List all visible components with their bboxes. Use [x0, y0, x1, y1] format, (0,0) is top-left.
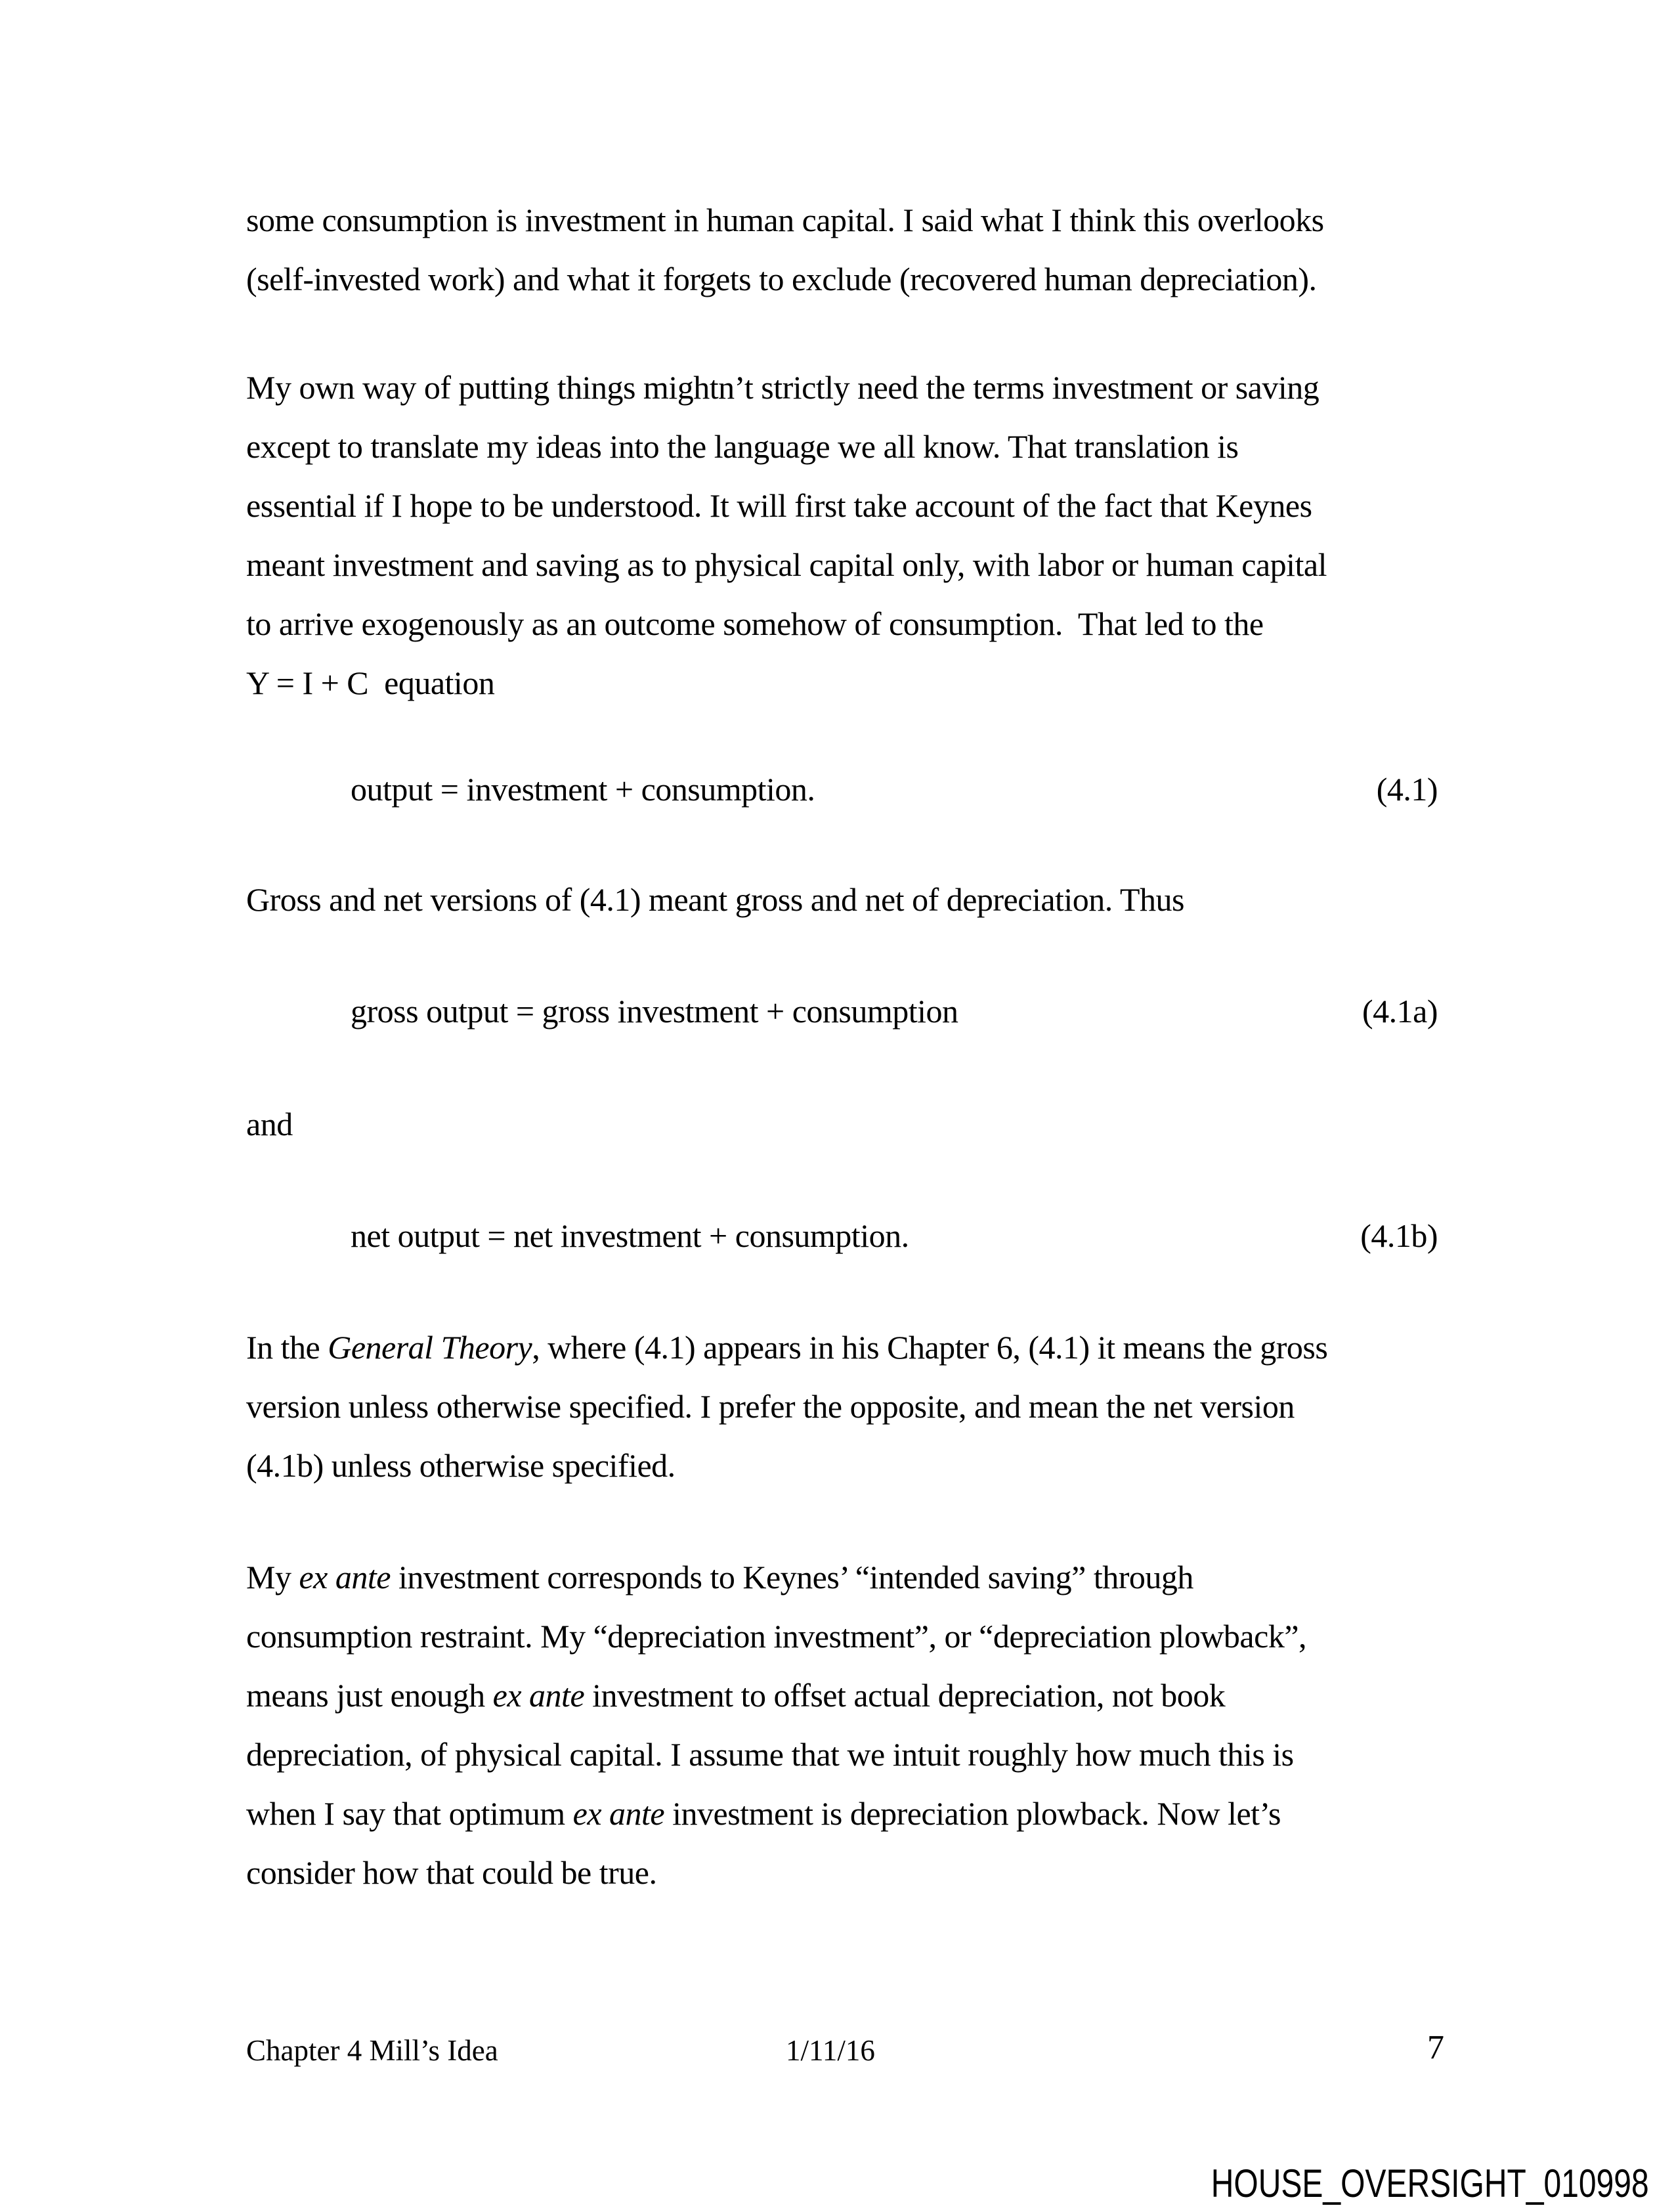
- text-line: version unless otherwise specified. I prefer the opposite, and mean the net version: [246, 1388, 1295, 1425]
- paragraph: [246, 1548, 1438, 1902]
- footer-page-number: 7: [1427, 2029, 1444, 2066]
- text-line: Y = I + C equation: [246, 664, 495, 701]
- paragraph: [246, 1318, 1438, 1495]
- text-line: (self-invested work) and what it forgets to exclude (recovered human depreciation).: [246, 261, 1317, 297]
- equation-row: [246, 1206, 1438, 1265]
- text-line: except to translate my ideas into the language we all know. That translation is: [246, 428, 1239, 465]
- text-line: My own way of putting things mightn’t strictly need the terms investment or saving: [246, 369, 1320, 406]
- text-line: some consumption is investment in human capital. I said what I think this overlooks: [246, 202, 1324, 238]
- equation-formula: net output = net investment + consumption.: [351, 1217, 909, 1254]
- paragraph: [246, 1095, 1438, 1154]
- bates-stamp: HOUSE_OVERSIGHT_010998: [1211, 2161, 1649, 2205]
- paragraph: [246, 190, 1438, 309]
- equation-row: [246, 982, 1438, 1041]
- text-line: consider how that could be true.: [246, 1854, 657, 1891]
- text-line: depreciation, of physical capital. I assume that we intuit roughly how much this is: [246, 1736, 1294, 1773]
- text-line: (4.1b) unless otherwise specified.: [246, 1447, 676, 1484]
- equation-number: (4.1): [1376, 771, 1438, 808]
- equation-formula: gross output = gross investment + consumption: [351, 993, 958, 1030]
- paragraph: [246, 358, 1438, 712]
- text-line: and: [246, 1106, 293, 1142]
- text-line: In the General Theory, where (4.1) appears in his Chapter 6, (4.1) it means the gross: [246, 1329, 1328, 1366]
- equation-formula: output = investment + consumption.: [351, 771, 815, 808]
- text-line: meant investment and saving as to physical capital only, with labor or human capital: [246, 546, 1327, 583]
- footer-date: 1/11/16: [786, 2034, 875, 2067]
- equation-row: [246, 760, 1438, 819]
- equation-number: (4.1a): [1362, 993, 1438, 1030]
- text-line: Gross and net versions of (4.1) meant gross and net of depreciation. Thus: [246, 881, 1184, 918]
- text-line: means just enough ex ante investment to offset actual depreciation, not book: [246, 1677, 1226, 1714]
- text-line: when I say that optimum ex ante investment is depreciation plowback. Now let’s: [246, 1795, 1281, 1832]
- footer-chapter-label: Chapter 4 Mill’s Idea: [246, 2034, 498, 2067]
- text-line: consumption restraint. My “depreciation investment”, or “depreciation plowback”,: [246, 1618, 1307, 1655]
- text-line: essential if I hope to be understood. It will first take account of the fact that Keynes: [246, 487, 1312, 524]
- text-line: My ex ante investment corresponds to Keynes’ “intended saving” through: [246, 1559, 1193, 1595]
- text-line: to arrive exogenously as an outcome somehow of consumption. That led to the: [246, 605, 1264, 642]
- equation-number: (4.1b): [1360, 1217, 1438, 1254]
- paragraph: [246, 870, 1438, 929]
